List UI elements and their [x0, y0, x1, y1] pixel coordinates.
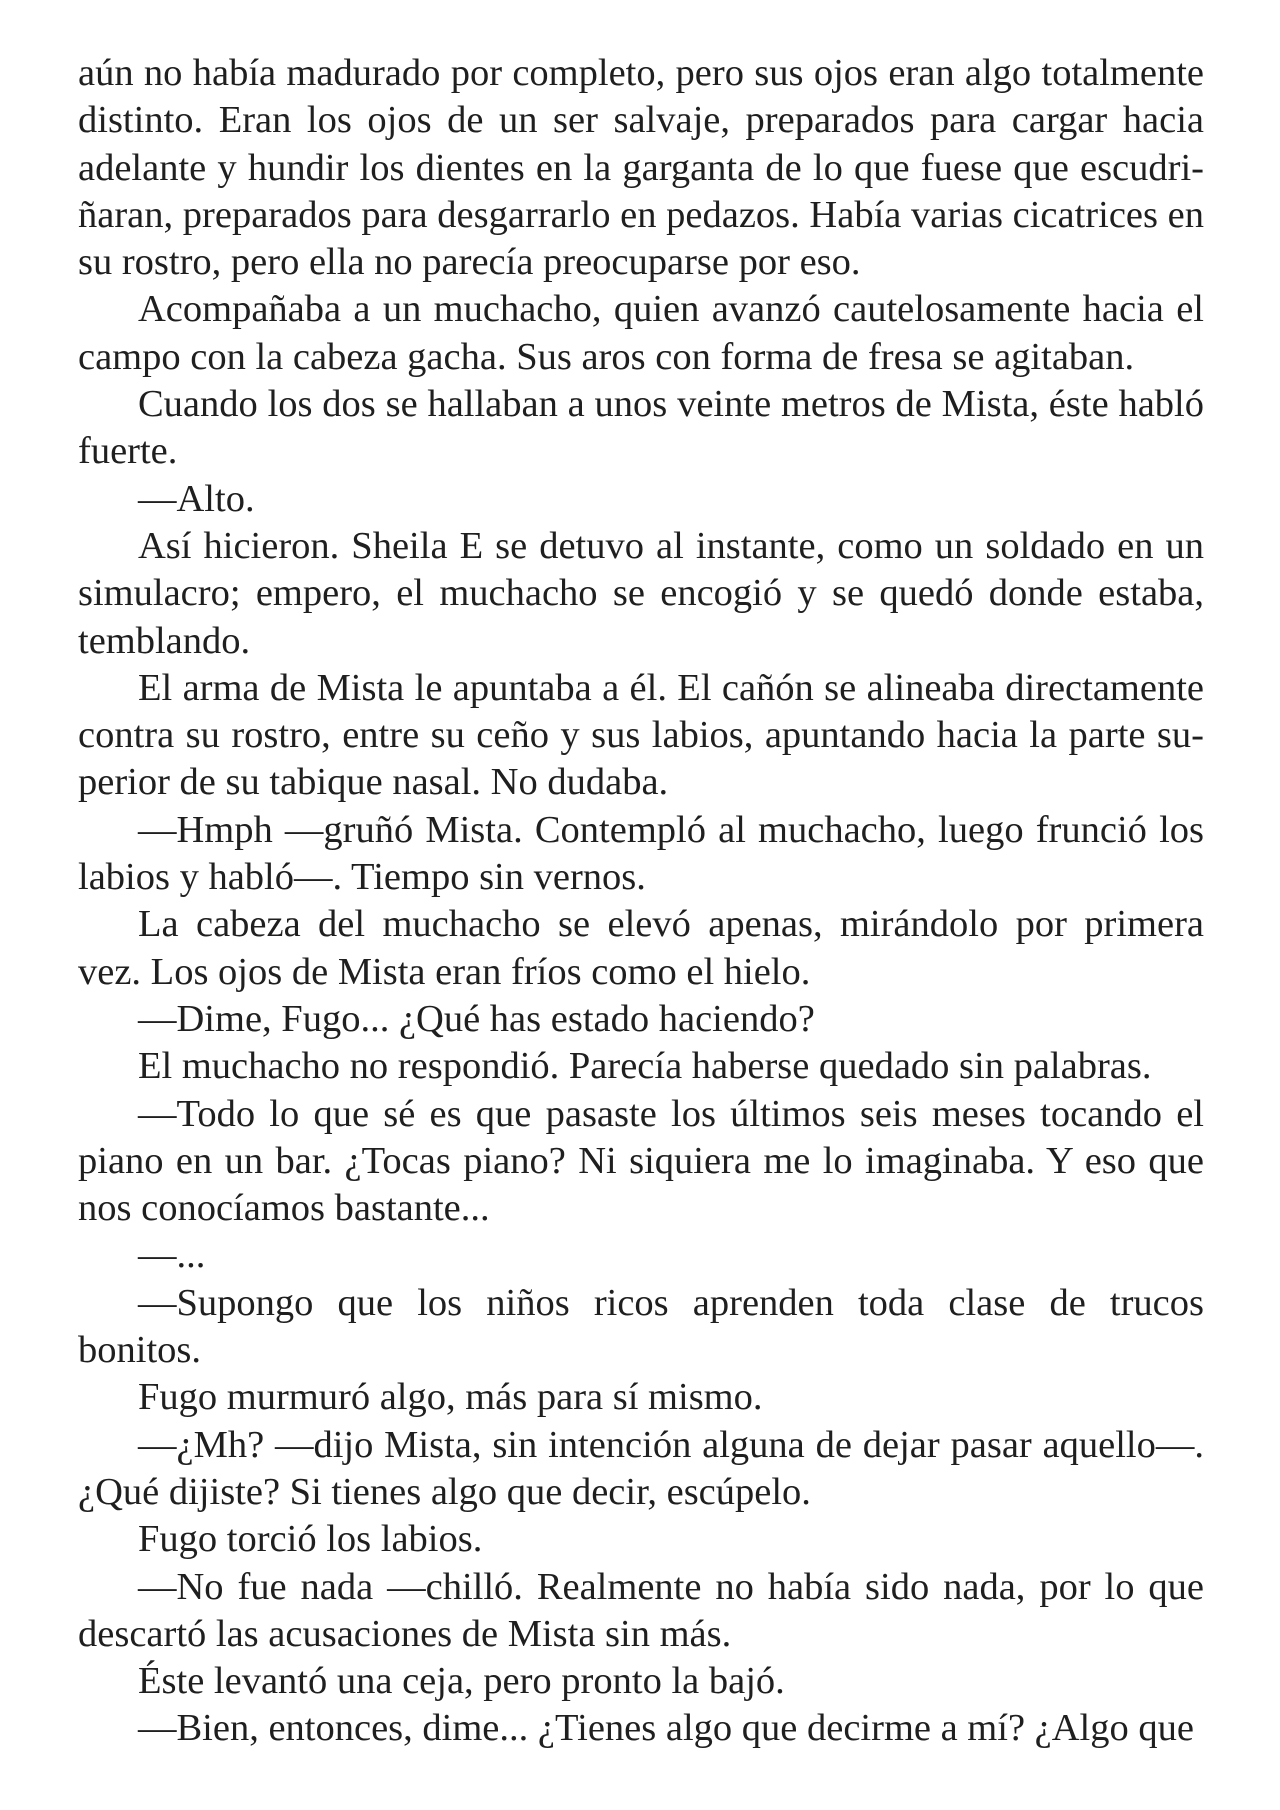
paragraph-6: El arma de Mista le apuntaba a él. El cañón se alineaba directamente contra su rostro, entre su ceño y sus labios, apuntando hacia la parte superior de su tabique nasal. No dudaba. — [78, 666, 1204, 804]
paragraph-5: Así hicieron. Sheila E se detuvo al instante, como un soldado en un simulacro; empero, el muchacho se encogió y se quedó donde estaba, temblando. — [78, 524, 1204, 662]
paragraph-1: aún no había madurado por completo, pero sus ojos eran algo totalmente distinto. Eran los ojos de un ser salvaje, preparados para cargar hacia adelante y hundir los dientes en la garganta de lo que fuese que escudriñaran, preparados para desgarrarlo en pedazos. Había varias cicatrices en su rostro, pero ella no parecía preocuparse por eso. — [78, 52, 1204, 284]
paragraph-18: Éste levantó una ceja, pero pronto la bajó. — [138, 1660, 785, 1703]
paragraph-10: El muchacho no respondió. Parecía haberse quedado sin palabras. — [138, 1045, 1152, 1088]
paragraph-14: Fugo murmuró algo, más para sí mismo. — [138, 1376, 763, 1419]
paragraph-4: —Alto. — [138, 477, 255, 520]
paragraph-19: —Bien, entonces, dime... ¿Tienes algo que decirme a mí? ¿Algo que — [138, 1707, 1194, 1750]
paragraph-11: —Todo lo que sé es que pasaste los últimos seis meses tocando el piano en un bar. ¿Tocas piano? Ni siquiera me lo imaginaba. Y eso que nos conocíamos bastante... — [78, 1092, 1204, 1230]
paragraph-3: Cuando los dos se hallaban a unos veinte metros de Mista, éste habló fuerte. — [78, 383, 1204, 473]
paragraph-12: —... — [138, 1234, 206, 1277]
paragraph-2: Acompañaba a un muchacho, quien avanzó cautelosamente hacia el campo con la cabeza gacha. Sus aros con forma de fresa se agitaban. — [78, 288, 1204, 378]
paragraph-9: —Dime, Fugo... ¿Qué has estado haciendo? — [138, 997, 815, 1040]
paragraph-13: —Supongo que los niños ricos aprenden toda clase de trucos bonitos. — [78, 1281, 1204, 1372]
paragraph-8: La cabeza del muchacho se elevó apenas, mirándolo por primera vez. Los ojos de Mista eran fríos como el hielo. — [78, 903, 1204, 993]
paragraph-15: —¿Mh? —dijo Mista, sin intención alguna de dejar pasar aquello—. ¿Qué dijiste? Si tienes algo que decir, escúpelo. — [78, 1423, 1204, 1513]
paragraph-17: —No fue nada —chilló. Realmente no había sido nada, por lo que descartó las acusaciones de Mista sin más. — [78, 1565, 1204, 1655]
paragraph-16: Fugo torció los labios. — [138, 1518, 483, 1561]
paragraph-7: —Hmph —gruñó Mista. Contempló al muchacho, luego frunció los labios y habló—. Tiempo sin vernos. — [78, 808, 1204, 899]
book-page-body — [78, 50, 1204, 1753]
